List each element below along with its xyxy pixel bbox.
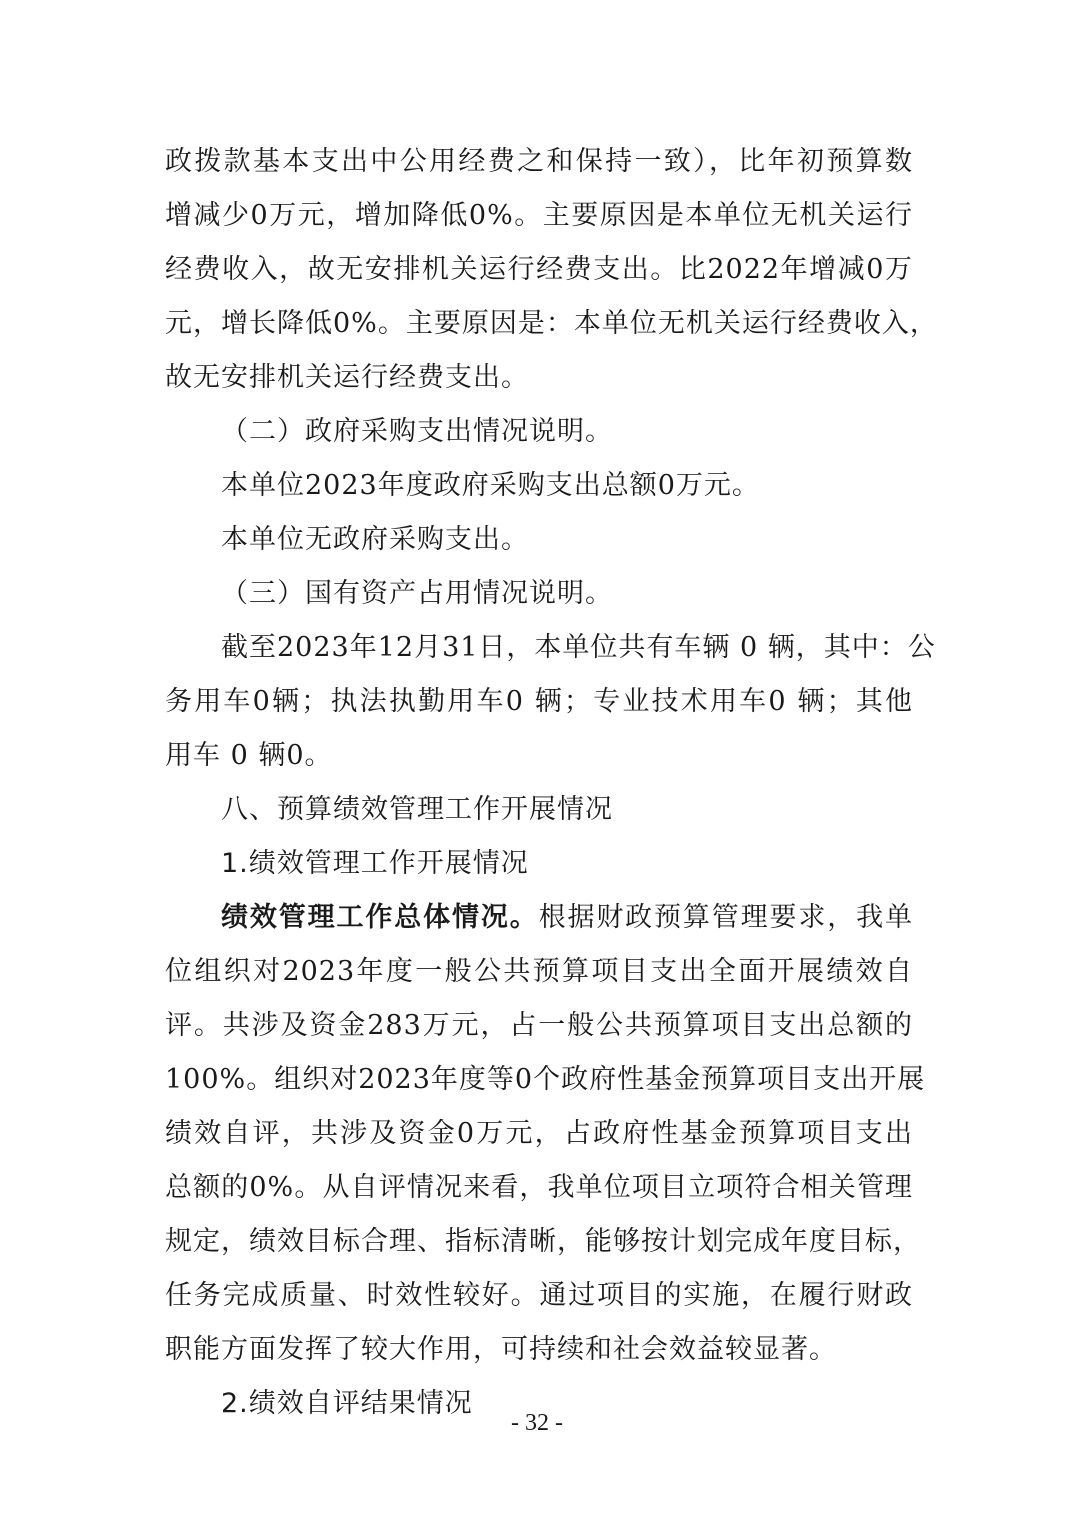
paragraph-line: 本单位无政府采购支出。 <box>221 524 529 555</box>
subheading-self-evaluation-results: 2.绩效自评结果情况 <box>221 1388 473 1419</box>
paragraph-line: 故无安排机关运行经费支出。 <box>165 362 529 393</box>
section-heading-government-procurement: （二）政府采购支出情况说明。 <box>221 416 613 447</box>
paragraph-line <box>165 891 913 945</box>
paragraph-line: 增减少0万元，增加降低0%。主要原因是本单位无机关运行 <box>165 200 913 231</box>
paragraph-line: 绩效自评，共涉及资金0万元，占政府性基金预算项目支出 <box>165 1118 913 1149</box>
paragraph-line: 截至2023年12月31日，本单位共有车辆 0 辆，其中：公 <box>221 632 936 663</box>
chapter-heading-performance-management: 八、预算绩效管理工作开展情况 <box>221 794 613 825</box>
page-number: - 32 - <box>511 1410 563 1436</box>
subheading-performance-work: 1.绩效管理工作开展情况 <box>221 848 529 879</box>
document-body <box>165 135 938 1431</box>
paragraph-line: 规定，绩效目标合理、指标清晰，能够按计划完成年度目标， <box>165 1226 921 1257</box>
paragraph-line: 元，增长降低0%。主要原因是：本单位无机关运行经费收入， <box>165 308 938 339</box>
paragraph-line: 职能方面发挥了较大作用，可持续和社会效益较显著。 <box>165 1334 837 1365</box>
paragraph-line: 经费收入，故无安排机关运行经费支出。比2022年增减0万 <box>165 254 913 285</box>
lead-in-phrase: 绩效管理工作总体情况。 <box>221 902 539 933</box>
paragraph-line: 务用车0辆；执法执勤用车0 辆；专业技术用车0 辆；其他 <box>165 686 913 717</box>
paragraph-line: 100%。组织对2023年度等0个政府性基金预算项目支出开展 <box>165 1064 926 1095</box>
paragraph-line: 本单位2023年度政府采购支出总额0万元。 <box>221 470 760 501</box>
lead-in-continuation: 根据财政预算管理要求，我单 <box>538 902 914 933</box>
paragraph-line: 评。共涉及资金283万元，占一般公共预算项目支出总额的 <box>165 1010 913 1041</box>
paragraph-line: 总额的0%。从自评情况来看，我单位项目立项符合相关管理 <box>165 1172 913 1203</box>
paragraph-line: 政拨款基本支出中公用经费之和保持一致），比年初预算数 <box>165 146 913 177</box>
paragraph-line: 用车 0 辆0。 <box>165 740 333 771</box>
paragraph-line: 位组织对2023年度一般公共预算项目支出全面开展绩效自 <box>165 956 913 987</box>
section-heading-state-assets: （三）国有资产占用情况说明。 <box>221 578 613 609</box>
paragraph-line: 任务完成质量、时效性较好。通过项目的实施，在履行财政 <box>165 1280 913 1311</box>
